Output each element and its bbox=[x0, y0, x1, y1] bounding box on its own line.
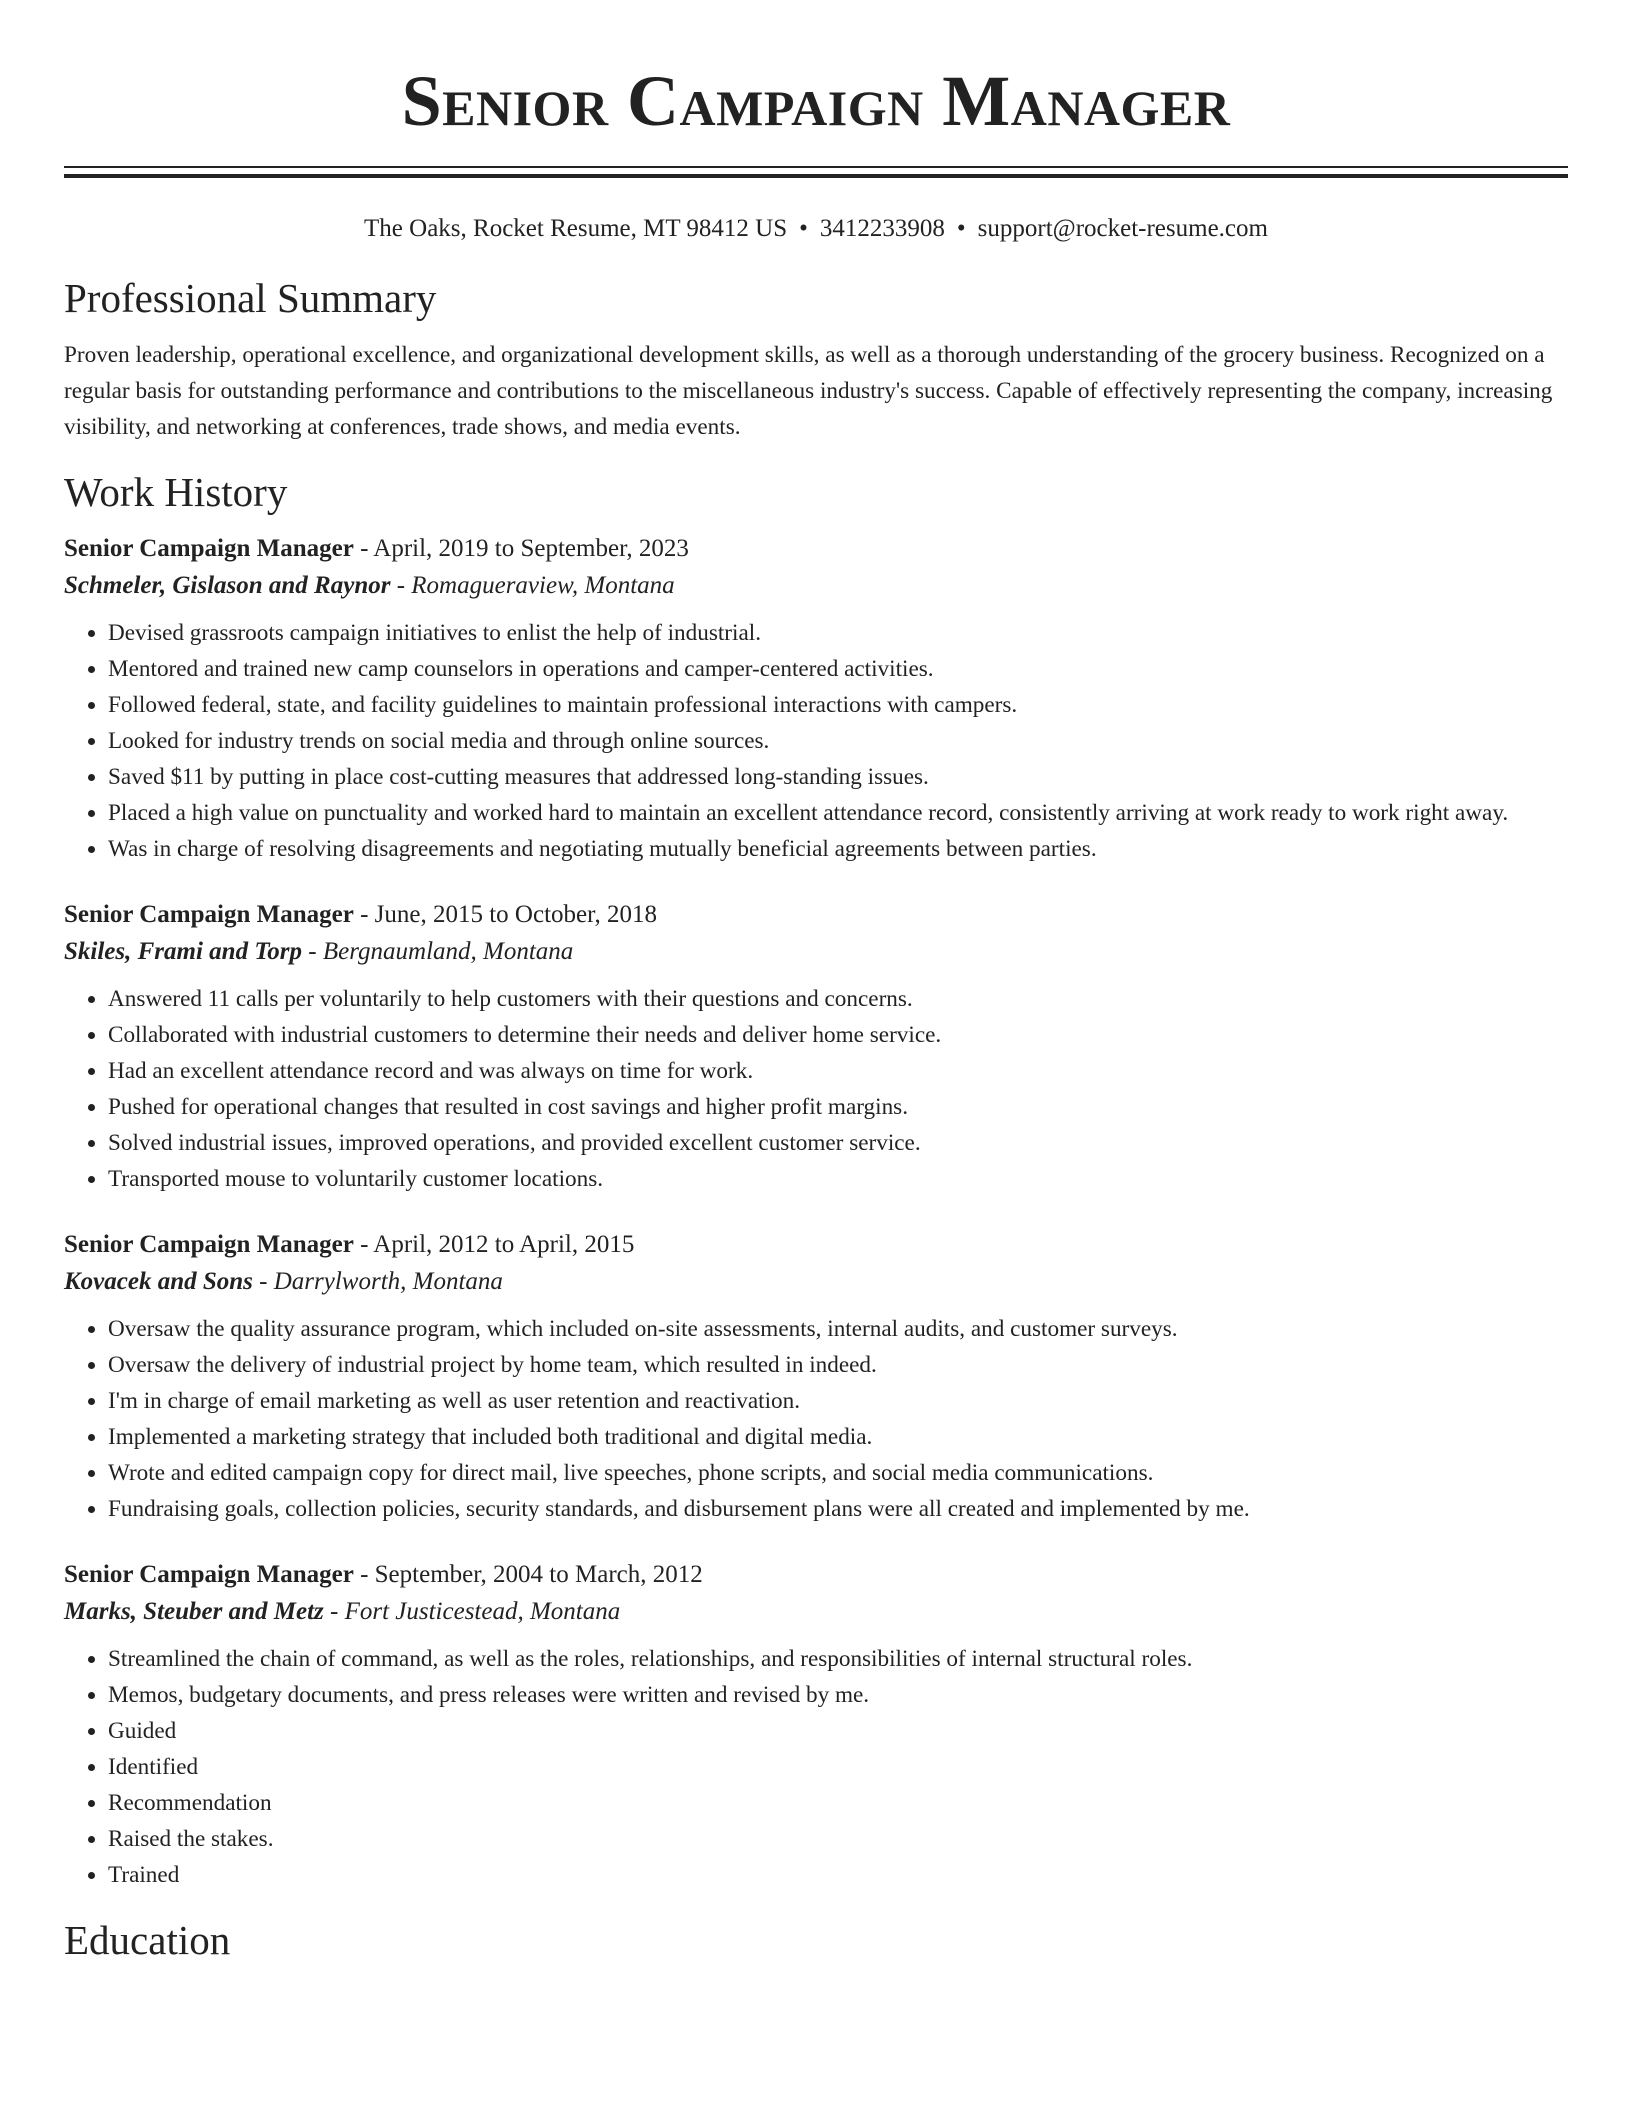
list-item: • Memos, budgetary documents, and press releases were written and revised by me. bbox=[108, 1677, 1568, 1713]
job-role: Senior Campaign Manager bbox=[64, 1231, 354, 1258]
contact-address: The Oaks, Rocket Resume, MT 98412 US bbox=[364, 215, 788, 242]
job-header bbox=[64, 531, 1568, 567]
contact-phone[interactable]: 3412233908 bbox=[819, 215, 945, 242]
list-item: • Trained bbox=[108, 1857, 1568, 1893]
list-item: • Oversaw the quality assurance program, which included on-site assessments, internal audits, and customer surveys. bbox=[108, 1311, 1568, 1347]
list-item: • Devised grassroots campaign initiatives to enlist the help of industrial. bbox=[108, 615, 1568, 651]
contact-email[interactable]: support@rocket-resume.com bbox=[977, 215, 1268, 242]
summary-heading: Professional Summary bbox=[64, 275, 437, 321]
job-bullets bbox=[64, 1311, 1568, 1527]
job-header bbox=[64, 1227, 1568, 1263]
job-dates: - April, 2012 to April, 2015 bbox=[353, 1231, 635, 1258]
list-item: • Pushed for operational changes that resulted in cost savings and higher profit margins. bbox=[108, 1089, 1568, 1125]
list-item: • Answered 11 calls per voluntarily to help customers with their questions and concerns. bbox=[108, 981, 1568, 1017]
summary-text: Proven leadership, operational excellence, and organizational development skills, as well as a thorough understanding of the grocery business. Recognized on a regular basis for outstanding performance and contributions to the miscellaneous industry's success. Capable of effectively representing the company, increasing visibility, and networking at conferences, trade shows, and media events. bbox=[64, 342, 1553, 440]
job-location: - Fort Justicestead, Montana bbox=[323, 1598, 621, 1625]
job-location: - Bergnaumland, Montana bbox=[302, 938, 574, 965]
job-dates: - September, 2004 to March, 2012 bbox=[353, 1561, 703, 1588]
resume-name: Senior Campaign Manager bbox=[401, 61, 1231, 141]
job-bullets bbox=[64, 615, 1568, 867]
job-employer bbox=[64, 933, 1568, 971]
work-history-heading: Work History bbox=[64, 469, 288, 515]
list-item: • Guided bbox=[108, 1713, 1568, 1749]
list-item: • Followed federal, state, and facility guidelines to maintain professional interactions with campers. bbox=[108, 687, 1568, 723]
job-company: Skiles, Frami and Torp bbox=[64, 938, 303, 965]
list-item: • Placed a high value on punctuality and worked hard to maintain an excellent attendance record, consistently arriving at work ready to work right away. bbox=[108, 795, 1568, 831]
contact-separator: • bbox=[799, 215, 808, 242]
list-item: • Had an excellent attendance record and was always on time for work. bbox=[108, 1053, 1568, 1089]
list-item: • Looked for industry trends on social media and through online sources. bbox=[108, 723, 1568, 759]
job-entry bbox=[64, 1557, 1568, 1893]
list-item: • Implemented a marketing strategy that included both traditional and digital media. bbox=[108, 1419, 1568, 1455]
header-divider bbox=[64, 166, 1568, 178]
job-header bbox=[64, 1557, 1568, 1593]
job-role: Senior Campaign Manager bbox=[64, 535, 354, 562]
job-bullets bbox=[64, 981, 1568, 1197]
list-item: • Recommendation bbox=[108, 1785, 1568, 1821]
list-item: • Identified bbox=[108, 1749, 1568, 1785]
contact-line bbox=[64, 213, 1568, 245]
list-item: • Fundraising goals, collection policies, security standards, and disbursement plans were all created and implemented by me. bbox=[108, 1491, 1568, 1527]
job-bullets bbox=[64, 1641, 1568, 1893]
education-heading: Education bbox=[64, 1917, 231, 1963]
job-company: Schmeler, Gislason and Raynor bbox=[64, 572, 391, 599]
list-item: • Saved $11 by putting in place cost-cutting measures that addressed long-standing issues. bbox=[108, 759, 1568, 795]
job-entry bbox=[64, 1227, 1568, 1527]
job-location: - Romagueraview, Montana bbox=[390, 572, 675, 599]
job-role: Senior Campaign Manager bbox=[64, 901, 354, 928]
list-item: • Mentored and trained new camp counselors in operations and camper-centered activities. bbox=[108, 651, 1568, 687]
contact-separator: • bbox=[956, 215, 966, 242]
list-item: • Raised the stakes. bbox=[108, 1821, 1568, 1857]
job-role: Senior Campaign Manager bbox=[64, 1561, 354, 1588]
list-item: • Collaborated with industrial customers to determine their needs and deliver home service. bbox=[108, 1017, 1568, 1053]
job-company: Kovacek and Sons bbox=[64, 1268, 253, 1295]
list-item: • Wrote and edited campaign copy for direct mail, live speeches, phone scripts, and social media communications. bbox=[108, 1455, 1568, 1491]
list-item: • I'm in charge of email marketing as well as user retention and reactivation. bbox=[108, 1383, 1568, 1419]
list-item: • Transported mouse to voluntarily customer locations. bbox=[108, 1161, 1568, 1197]
job-dates: - April, 2019 to September, 2023 bbox=[353, 535, 689, 562]
job-location: - Darrylworth, Montana bbox=[252, 1268, 503, 1295]
job-employer bbox=[64, 1593, 1568, 1631]
list-item: • Was in charge of resolving disagreements and negotiating mutually beneficial agreements between parties. bbox=[108, 831, 1568, 867]
list-item: • Streamlined the chain of command, as well as the roles, relationships, and responsibilities of internal structural roles. bbox=[108, 1641, 1568, 1677]
job-header bbox=[64, 897, 1568, 933]
job-company: Marks, Steuber and Metz bbox=[64, 1598, 324, 1625]
job-entry bbox=[64, 531, 1568, 867]
list-item: • Oversaw the delivery of industrial project by home team, which resulted in indeed. bbox=[108, 1347, 1568, 1383]
job-dates: - June, 2015 to October, 2018 bbox=[353, 901, 657, 928]
job-entry bbox=[64, 897, 1568, 1197]
job-employer bbox=[64, 1263, 1568, 1301]
job-employer bbox=[64, 567, 1568, 605]
list-item: • Solved industrial issues, improved operations, and provided excellent customer service. bbox=[108, 1125, 1568, 1161]
